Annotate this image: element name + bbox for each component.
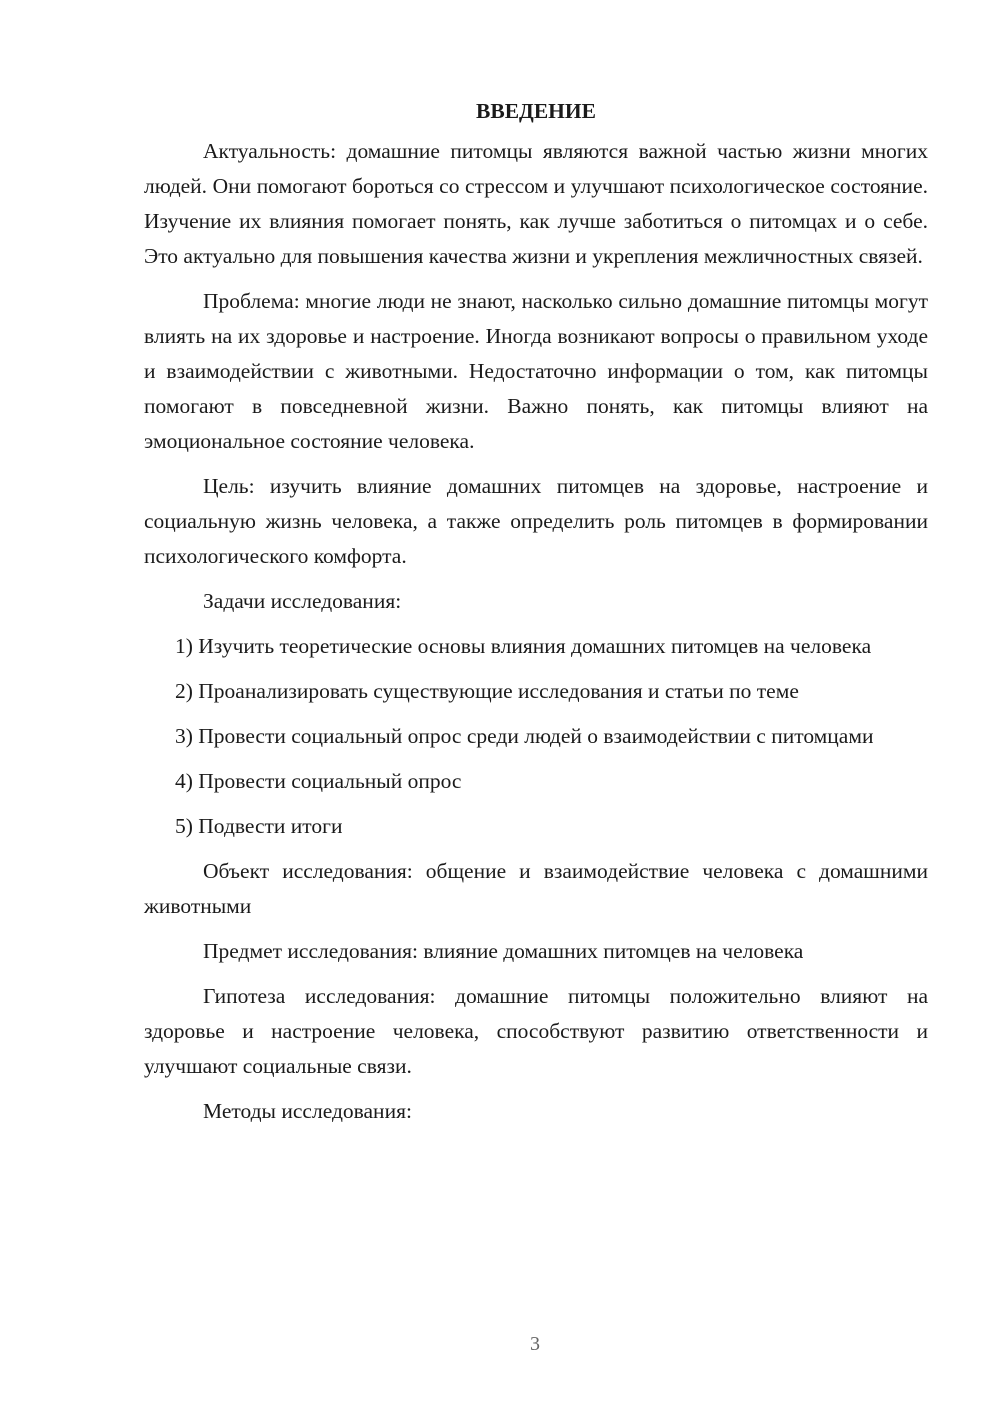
paragraph-hypothesis: Гипотеза исследования: домашние питомцы положительно влияют на здоровье и настроение человека, способствуют развитию ответственности и улучшают социальные связи. [144,984,928,1078]
page-content [144,96,928,1139]
paragraph-problem: Проблема: многие люди не знают, насколько сильно домашние питомцы могут влиять на их здоровье и настроение. Иногда возникают вопросы о правильном уходе и взаимодействии с животными. Недостаточно информации о том, как питомцы помогают в повседневной жизни. Важно понять, как питомцы влияют на эмоциональное состояние человека. [144,289,928,453]
paragraph-subject: Предмет исследования: влияние домашних питомцев на человека [203,939,804,963]
paragraph-methods: Методы исследования: [203,1099,412,1123]
page-number: 3 [530,1333,540,1355]
paragraph-object: Объект исследования: общение и взаимодействие человека с домашними животными [144,859,928,918]
paragraph-goal: Цель: изучить влияние домашних питомцев на здоровье, настроение и социальную жизнь человека, а также определить роль питомцев в формировании психологического комфорта. [144,474,928,568]
paragraph-relevance: Актуальность: домашние питомцы являются важной частью жизни многих людей. Они помогают бороться со стрессом и улучшают психологическое состояние. Изучение их влияния помогает понять, как лучше заботиться о питомцах и о себе. Это актуально для повышения качества жизни и укрепления межличностных связей. [144,139,928,268]
section-heading: ВВЕДЕНИЕ [476,99,596,123]
task-item-4: 4) Провести социальный опрос [175,769,462,793]
task-item-5: 5) Подвести итоги [175,814,343,838]
tasks-title: Задачи исследования: [203,589,402,613]
task-item-2: 2) Проанализировать существующие исследования и статьи по теме [175,679,799,703]
task-item-1: 1) Изучить теоретические основы влияния домашних питомцев на человека [175,634,872,658]
task-item-3: 3) Провести социальный опрос среди людей о взаимодействии с питомцами [175,724,874,748]
